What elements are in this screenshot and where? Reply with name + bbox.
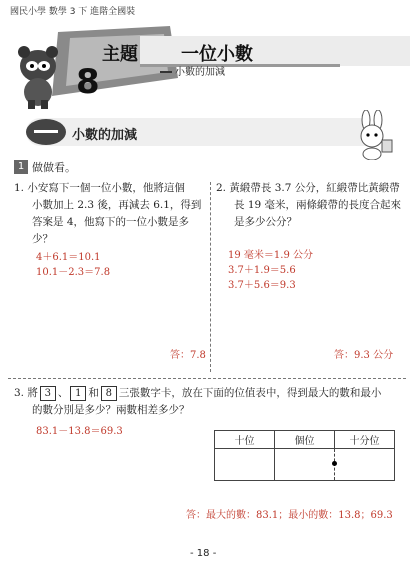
digit-card: 8 bbox=[101, 386, 117, 401]
q3-sep: 、 bbox=[57, 387, 69, 399]
question-2-work bbox=[228, 248, 313, 293]
subtitle-dash bbox=[160, 71, 172, 73]
question-1-work bbox=[36, 250, 110, 280]
digit-card: 3 bbox=[40, 386, 56, 401]
place-cell bbox=[275, 449, 335, 481]
digit-card: 1 bbox=[70, 386, 86, 401]
question-3-answer: 答：最大的數：83.1；最小的數：13.8；69.3 bbox=[186, 510, 393, 521]
question-2-line: 2. 黃緞帶長 3.7 公分，紅緞帶比黃緞帶 bbox=[216, 182, 400, 194]
page-number: - 18 - bbox=[190, 548, 217, 559]
place-value-table bbox=[214, 430, 395, 481]
question-2-answer: 答：9.3 公分 bbox=[334, 350, 394, 361]
chapter-subtitle: 小數的加減 bbox=[175, 67, 225, 78]
question-1-line: 少？ bbox=[32, 233, 53, 245]
exercise-badge: 1 bbox=[14, 160, 28, 174]
question-3-line-1 bbox=[14, 385, 412, 402]
place-cell bbox=[335, 449, 395, 481]
q3-prefix: 3. 將 bbox=[14, 387, 38, 399]
place-cell bbox=[215, 449, 275, 481]
exercise-instruction: 做做看。 bbox=[32, 161, 76, 174]
section-title: 小數的加減 bbox=[72, 128, 138, 143]
work-line: 3.7＋5.6＝9.3 bbox=[228, 280, 296, 291]
question-1-line: 答案是 4，他寫下的一位小數是多 bbox=[32, 216, 190, 228]
question-1-line: 小數加上 2.3 後，再減去 6.1，得到 bbox=[32, 199, 202, 211]
question-2 bbox=[216, 180, 412, 231]
question-1-line: 1. 小安寫下一個一位小數，他將這個 bbox=[14, 182, 185, 194]
rabbit-mascot-icon bbox=[348, 110, 398, 160]
column-divider bbox=[210, 182, 211, 372]
place-header: 十分位 bbox=[335, 431, 395, 449]
question-2-line: 是多少公分？ bbox=[234, 216, 297, 228]
question-3-work: 83.1－13.8＝69.3 bbox=[36, 426, 123, 437]
q3-suffix: 三張數字卡，放在下面的位值表中，得到最大的數和最小 bbox=[118, 387, 382, 399]
question-1 bbox=[14, 180, 208, 248]
question-1-answer: 答：7.8 bbox=[170, 350, 206, 361]
chapter-title: 一位小數 bbox=[181, 44, 253, 65]
question-3 bbox=[14, 385, 412, 419]
work-line: 10.1－2.3＝7.8 bbox=[36, 267, 111, 278]
topic-number: 8 bbox=[76, 62, 100, 102]
place-header: 十位 bbox=[215, 431, 275, 449]
work-line: 4＋6.1＝10.1 bbox=[36, 252, 101, 263]
question-2-line: 長 19 毫米，兩條緞帶的長度合起來 bbox=[234, 199, 402, 211]
question-3-line-2: 的數分別是多少？兩數相差多少？ bbox=[32, 404, 190, 416]
work-line: 3.7＋1.9＝5.6 bbox=[228, 265, 296, 276]
topic-label: 主題 bbox=[102, 44, 138, 65]
decimal-point-dot bbox=[332, 461, 337, 466]
row-divider bbox=[8, 378, 406, 379]
header-text: 國民小學 數學 3 下 進階全國裝 bbox=[10, 7, 136, 17]
place-header: 個位 bbox=[275, 431, 335, 449]
work-line: 19 毫米＝1.9 公分 bbox=[228, 250, 313, 261]
q3-sep: 和 bbox=[88, 387, 99, 399]
raccoon-mascot-icon bbox=[12, 40, 62, 110]
